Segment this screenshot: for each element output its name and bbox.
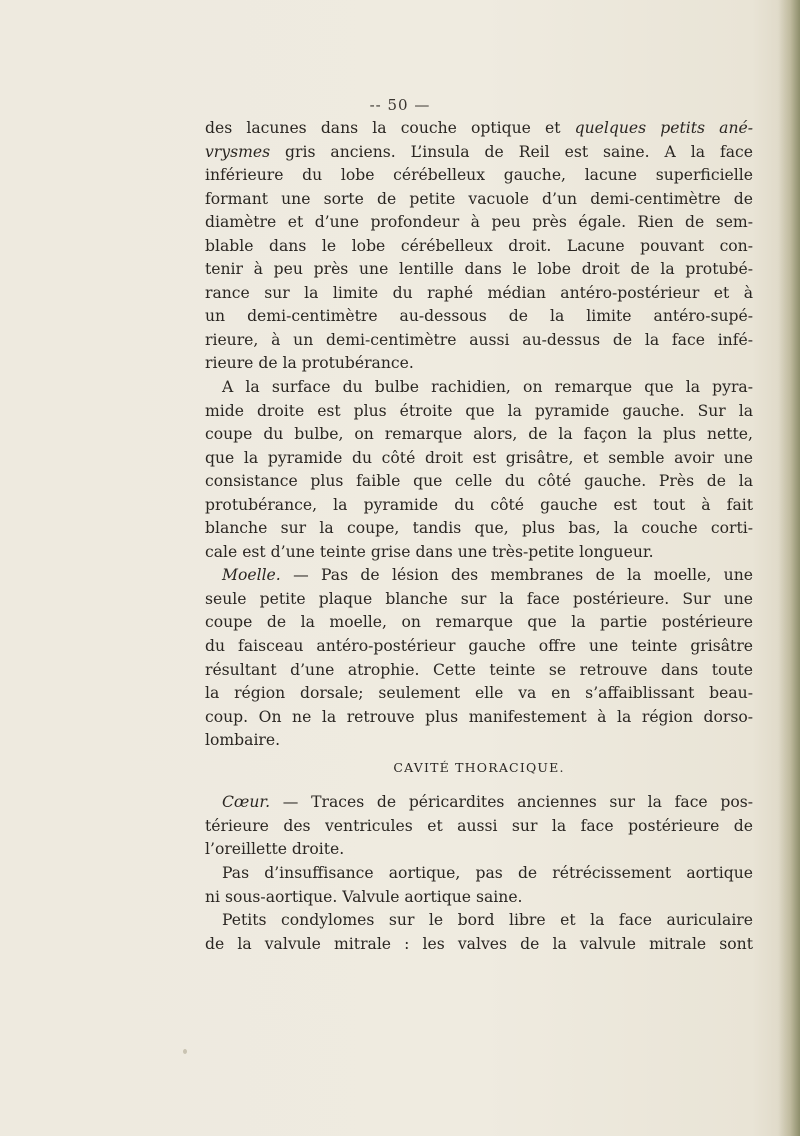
section-heading: CAVITÉ THORACIQUE. xyxy=(393,759,565,775)
text-line: résultant d’une atrophie. Cette teinte se retrouve dans toute xyxy=(205,660,753,679)
text-line: mide droite est plus étroite que la pyramide gauche. Sur la xyxy=(205,401,753,420)
text-line: de la valvule mitrale : les valves de la valvule mitrale sont xyxy=(205,934,753,953)
paper-speck xyxy=(183,1049,187,1054)
text-line: ni sous-aortique. Valvule aortique saine. xyxy=(205,887,523,906)
text-line: la région dorsale; seulement elle va en s’affaiblissant beau- xyxy=(205,684,753,703)
text-line: tenir à peu près une lentille dans le lobe droit de la protubé- xyxy=(205,260,753,279)
page-number: -- 50 — xyxy=(369,96,431,114)
text-line xyxy=(205,791,753,815)
text-line: inférieure du lobe cérébelleux gauche, lacune superficielle xyxy=(205,166,753,185)
text-line: lombaire. xyxy=(205,731,281,750)
page-edge-shadow xyxy=(778,0,800,1136)
text-line: protubérance, la pyramide du côté gauche est tout à fait xyxy=(205,495,753,514)
text-line: que la pyramide du côté droit est grisâtre, et semble avoir une xyxy=(205,448,753,467)
text-line xyxy=(205,564,753,588)
text-line: Pas d’insuffisance aortique, pas de rétrécissement aortique xyxy=(222,863,753,882)
text-line: A la surface du bulbe rachidien, on remarque que la pyra- xyxy=(222,378,753,397)
text-line xyxy=(205,117,753,141)
text-line: un demi-centimètre au-dessous de la limite antéro-supé- xyxy=(205,307,753,326)
text-line: seule petite plaque blanche sur la face postérieure. Sur une xyxy=(205,589,753,608)
text-line: consistance plus faible que celle du côté gauche. Près de la xyxy=(205,472,753,491)
text-line: rieure de la protubérance. xyxy=(205,354,414,373)
italic-run: Cœur. xyxy=(222,793,271,812)
text-run: gris anciens. L’insula de Reil est saine. A la face xyxy=(285,142,753,161)
italic-run: vrysmes xyxy=(205,142,271,161)
text-line: blable dans le lobe cérébelleux droit. Lacune pouvant con- xyxy=(205,236,753,255)
text-run: des lacunes dans la couche optique et xyxy=(205,119,561,137)
text-run: — Traces de péricardites anciennes sur la face pos- xyxy=(270,793,753,812)
text-line: l’oreillette droite. xyxy=(205,840,345,859)
text-line: rieure, à un demi-centimètre aussi au-dessus de la face infé- xyxy=(205,330,753,349)
body-text xyxy=(205,117,753,956)
text-line: coup. On ne la retrouve plus manifestement à la région dorso- xyxy=(205,707,753,726)
text-line: Petits condylomes sur le bord libre et la face auriculaire xyxy=(222,911,753,930)
text-line: coupe de la moelle, on remarque que la partie postérieure xyxy=(205,613,753,632)
text-line: blanche sur la coupe, tandis que, plus bas, la couche corti- xyxy=(205,519,753,538)
text-line: formant une sorte de petite vacuole d’un demi-centimètre de xyxy=(205,189,753,208)
text-line: diamètre et d’une profondeur à peu près égale. Rien de sem- xyxy=(205,213,753,232)
text-line: rance sur la limite du raphé médian antéro-postérieur et à xyxy=(205,283,753,302)
text-line: cale est d’une teinte grise dans une très-petite longueur. xyxy=(205,542,654,561)
text-line: coupe du bulbe, on remarque alors, de la façon la plus nette, xyxy=(205,425,753,444)
text-line: du faisceau antéro-postérieur gauche offre une teinte grisâtre xyxy=(205,637,753,656)
text-line: térieure des ventricules et aussi sur la face postérieure de xyxy=(205,816,753,835)
text-run: — Pas de lésion des membranes de la moelle, une xyxy=(280,566,753,585)
italic-run: Moelle. xyxy=(222,566,281,585)
text-line xyxy=(205,141,753,165)
italic-run: quelques petits ané- xyxy=(574,119,753,137)
